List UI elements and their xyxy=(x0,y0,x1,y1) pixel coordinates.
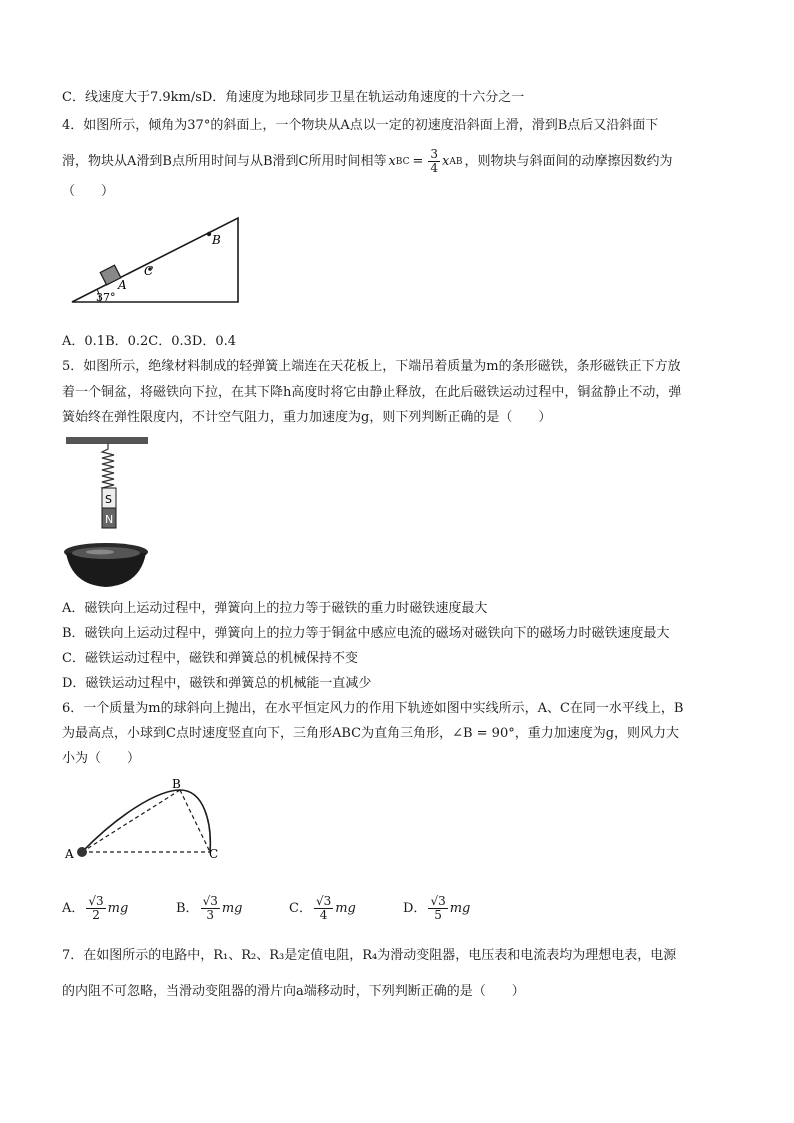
label-c: C xyxy=(144,264,154,278)
ab-dashed xyxy=(82,790,180,852)
eq-equals: = xyxy=(412,153,424,169)
q5-option-a: A．磁铁向上运动过程中，弹簧向上的拉力等于磁铁的重力时磁铁速度最大 xyxy=(62,601,488,616)
q3-options-line: C．线速度大于7.9km/sD．角速度为地球同步卫星在轨运动角速度的十六分之一 xyxy=(62,90,525,105)
label-a: A xyxy=(118,278,127,292)
q6-option-c xyxy=(289,895,356,922)
q4-stem-line1: 4．如图所示，倾角为37°的斜面上，一个物块从A点以一定的初速度沿斜面上滑，滑到B点后又沿斜面下 xyxy=(62,118,659,133)
q7-stem-line2: 的内阻不可忽略，当滑动变阻器的滑片向a端移动时，下列判断正确的是（ ） xyxy=(62,984,525,999)
point-b-dot xyxy=(207,232,211,236)
q5-option-d: D．磁铁运动过程中，磁铁和弹簧总的机械能一直减少 xyxy=(62,676,372,691)
magnet-n-label: N xyxy=(105,513,114,526)
eq-lhs-sub: BC xyxy=(395,156,410,167)
q5-spring-magnet-figure xyxy=(60,435,160,595)
q6-option-b xyxy=(176,895,243,922)
eq-fraction xyxy=(428,148,440,175)
eq-fraction-num: 3 xyxy=(430,147,439,161)
q6-stem-line2: 为最高点，小球到C点时速度竖直向下，三角形ABC为直角三角形，∠B = 90°，重力加速度为g，则风力大 xyxy=(62,726,680,741)
q5-stem-line2: 着一个铜盆，将磁铁向下拉，在其下降h高度时将它由静止释放，在此后磁铁运动过程中，铜盆静止不动，弹 xyxy=(62,385,682,400)
q7-stem-line1: 7．在如图所示的电路中，R₁、R₂、R₃是定值电阻，R₄为滑动变阻器，电压表和电流表均为理想电表，电源 xyxy=(62,948,677,963)
q6-option-c-num: √3 xyxy=(315,894,332,908)
q6-option-c-unit: mg xyxy=(335,900,356,916)
q6-option-d-frac xyxy=(428,895,447,922)
q6-option-a-letter: A． xyxy=(62,900,85,916)
q5-option-c: C．磁铁运动过程中，磁铁和弹簧总的机械保持不变 xyxy=(62,651,358,666)
q4-paren: （ ） xyxy=(62,184,115,199)
eq-rhs-var: x xyxy=(442,153,450,169)
q6-option-b-num: √3 xyxy=(202,894,218,908)
q4-stem-line2 xyxy=(62,148,673,175)
ball xyxy=(77,847,87,857)
q6-option-d xyxy=(403,895,470,922)
q6-option-a xyxy=(62,895,128,922)
spring xyxy=(102,443,114,495)
label-b: B xyxy=(212,233,221,247)
q4-options: A．0.1B．0.2C．0.3D．0.4 xyxy=(62,334,237,349)
magnet-s-label: S xyxy=(105,493,112,506)
q6-option-c-frac xyxy=(314,895,333,922)
q6-option-b-frac xyxy=(201,895,220,922)
q6-option-d-num: √3 xyxy=(430,894,446,908)
label-b: B xyxy=(172,778,181,791)
q6-trajectory-figure xyxy=(62,778,232,866)
q6-option-b-den: 3 xyxy=(206,908,215,922)
q5-option-b: B．磁铁向上运动过程中，弹簧向上的拉力等于铜盆中感应电流的磁场对磁铁向下的磁场力时磁铁速度最大 xyxy=(62,626,670,641)
q6-option-d-letter: D． xyxy=(403,900,427,916)
q4-equation xyxy=(388,148,462,175)
q6-option-c-letter: C． xyxy=(289,900,312,916)
q6-stem-line1: 6．一个质量为m的球斜向上抛出，在水平恒定风力的作用下轨迹如图中实线所示，A、C在同一水平线上，B xyxy=(62,701,684,716)
q6-option-d-den: 5 xyxy=(434,908,442,922)
eq-rhs-sub: AB xyxy=(449,156,463,167)
q5-stem-line1: 5．如图所示，绝缘材料制成的轻弹簧上端连在天花板上，下端吊着质量为m的条形磁铁，条形磁铁正下方放 xyxy=(62,359,681,374)
q4-stem-line2-post: ，则物块与斜面间的动摩擦因数约为 xyxy=(464,153,673,169)
q6-option-d-unit: mg xyxy=(449,900,471,916)
bc-dashed xyxy=(180,790,210,852)
label-a: A xyxy=(65,847,74,861)
eq-fraction-den: 4 xyxy=(430,161,439,175)
q6-stem-line3: 小为（ ） xyxy=(62,751,141,766)
label-c: C xyxy=(209,847,219,861)
q6-option-a-frac xyxy=(86,895,105,922)
copper-basin xyxy=(64,543,148,587)
q6-option-a-unit: mg xyxy=(107,900,129,916)
q6-option-b-unit: mg xyxy=(221,900,243,916)
q5-stem-line3: 簧始终在弹性限度内，不计空气阻力，重力加速度为g，则下列判断正确的是（ ） xyxy=(62,410,552,425)
ceiling xyxy=(66,437,148,442)
q6-option-b-letter: B． xyxy=(176,900,199,916)
q6-option-a-den: 2 xyxy=(92,908,100,922)
angle-label: 37° xyxy=(96,291,116,304)
q4-incline-figure xyxy=(66,212,246,307)
q4-stem-line2-pre: 滑，物块从A滑到B点所用时间与从B滑到C所用时间相等 xyxy=(62,153,387,169)
q6-option-a-num: √3 xyxy=(88,894,104,908)
eq-lhs-var: x xyxy=(388,153,396,169)
trajectory xyxy=(82,790,210,852)
q6-option-c-den: 4 xyxy=(319,908,328,922)
